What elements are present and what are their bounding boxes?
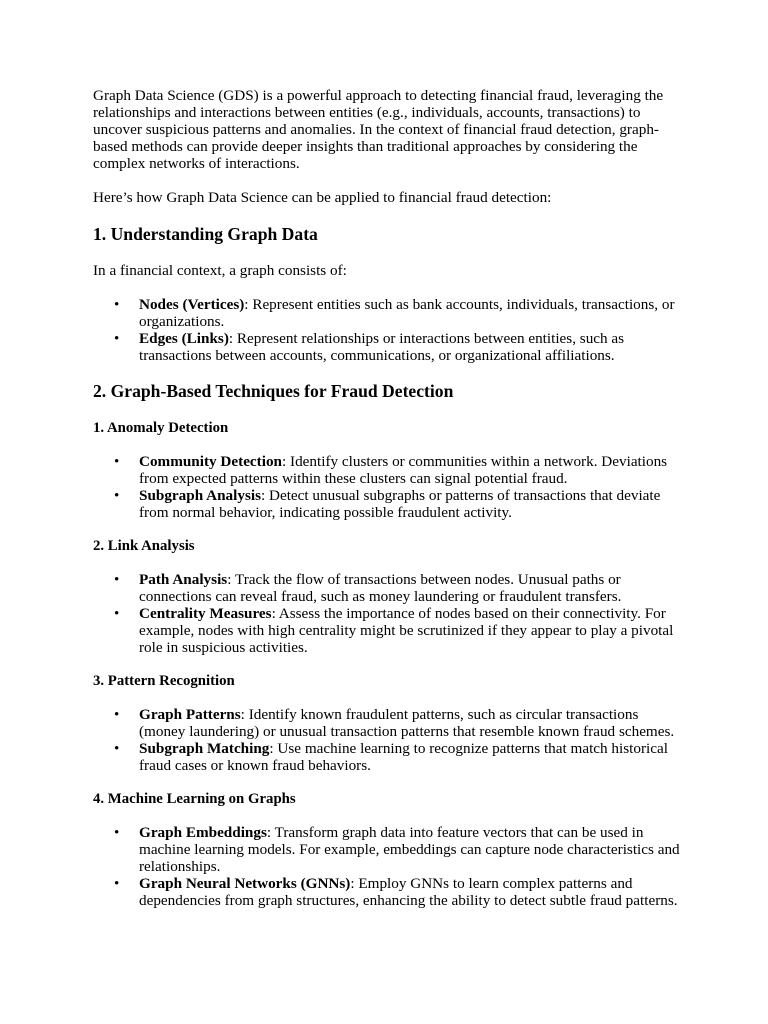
list-item bbox=[93, 330, 683, 364]
list-item-term: Centrality Measures bbox=[139, 605, 272, 622]
list-item-text: : Use machine learning to recognize patterns that match historical fraud cases or known fraud behaviors. bbox=[139, 740, 668, 774]
list-item bbox=[93, 875, 683, 909]
list-item-term: Edges (Links) bbox=[139, 330, 229, 347]
list-item-text: : Represent relationships or interactions between entities, such as transactions between accounts, communications, or organizational affiliations. bbox=[139, 330, 625, 364]
list-item-text: : Assess the importance of nodes based on their connectivity. For example, nodes with high centrality might be scrutinized if they appear to play a pivotal role in suspicious activities. bbox=[139, 605, 674, 656]
list-item-text: : Identify clusters or communities within a network. Deviations from expected patterns within these clusters can signal potential fraud. bbox=[139, 453, 668, 487]
subsection-heading: 2. Link Analysis bbox=[93, 538, 195, 554]
subsection-list bbox=[93, 706, 683, 774]
list-item bbox=[93, 487, 683, 521]
subsection-list bbox=[93, 824, 683, 909]
subsection-heading: 1. Anomaly Detection bbox=[93, 420, 229, 436]
subsection-heading: 3. Pattern Recognition bbox=[93, 673, 235, 689]
subsection-heading: 4. Machine Learning on Graphs bbox=[93, 791, 296, 807]
list-item-term: Subgraph Analysis bbox=[139, 487, 261, 504]
document-body bbox=[93, 87, 683, 925]
list-item-term: Graph Neural Networks (GNNs) bbox=[139, 875, 351, 892]
bullet-icon: • bbox=[114, 706, 120, 723]
bullet-icon: • bbox=[114, 296, 120, 313]
bullet-icon: • bbox=[114, 330, 120, 347]
list-item-text: : Transform graph data into feature vectors that can be used in machine learning models. For example, embeddings can capture node characteristics and relationships. bbox=[139, 824, 680, 875]
list-item bbox=[93, 296, 683, 330]
section-1-heading: 1. Understanding Graph Data bbox=[93, 224, 318, 244]
list-item-term: Path Analysis bbox=[139, 571, 228, 588]
bullet-icon: • bbox=[114, 487, 120, 504]
subsection-list bbox=[93, 571, 683, 656]
list-item bbox=[93, 706, 683, 740]
list-item bbox=[93, 740, 683, 774]
bullet-icon: • bbox=[114, 571, 120, 588]
list-item-term: Community Detection bbox=[139, 453, 282, 470]
list-item bbox=[93, 824, 683, 875]
section-1-list bbox=[93, 296, 683, 364]
subsection-list bbox=[93, 453, 683, 521]
lead-paragraph: Here’s how Graph Data Science can be applied to financial fraud detection: bbox=[93, 189, 552, 206]
list-item-text: : Identify known fraudulent patterns, such as circular transactions (money laundering) or unusual transaction patterns that resemble known fraud schemes. bbox=[139, 706, 675, 740]
list-item bbox=[93, 571, 683, 605]
list-item-term: Graph Patterns bbox=[139, 706, 241, 723]
bullet-icon: • bbox=[114, 605, 120, 622]
section-2-heading: 2. Graph-Based Techniques for Fraud Detection bbox=[93, 381, 454, 401]
list-item bbox=[93, 453, 683, 487]
list-item-term: Subgraph Matching bbox=[139, 740, 270, 757]
list-item bbox=[93, 605, 683, 656]
list-item-text: : Track the flow of transactions between nodes. Unusual paths or connections can reveal fraud, such as money laundering or fraudulent transfers. bbox=[139, 571, 622, 605]
bullet-icon: • bbox=[114, 740, 120, 757]
list-item-text: : Detect unusual subgraphs or patterns of transactions that deviate from normal behavior, indicating possible fraudulent activity. bbox=[139, 487, 661, 521]
list-item-term: Graph Embeddings bbox=[139, 824, 267, 841]
list-item-term: Nodes (Vertices) bbox=[139, 296, 245, 313]
section-1-lead: In a financial context, a graph consists of: bbox=[93, 262, 347, 279]
intro-paragraph: Graph Data Science (GDS) is a powerful approach to detecting financial fraud, leveraging the relationships and interactions between entities (e.g., individuals, accounts, transactions) to uncover suspicious patterns and anomalies. In the context of financial fraud detection, graph-based methods can provide deeper insights than traditional approaches by considering the complex networks of interactions. bbox=[93, 87, 664, 172]
bullet-icon: • bbox=[114, 453, 120, 470]
list-item-text: : Represent entities such as bank accounts, individuals, transactions, or organizations. bbox=[139, 296, 675, 330]
bullet-icon: • bbox=[114, 875, 120, 892]
bullet-icon: • bbox=[114, 824, 120, 841]
list-item-text: : Employ GNNs to learn complex patterns and dependencies from graph structures, enhancing the ability to detect subtle fraud patterns. bbox=[139, 875, 678, 909]
